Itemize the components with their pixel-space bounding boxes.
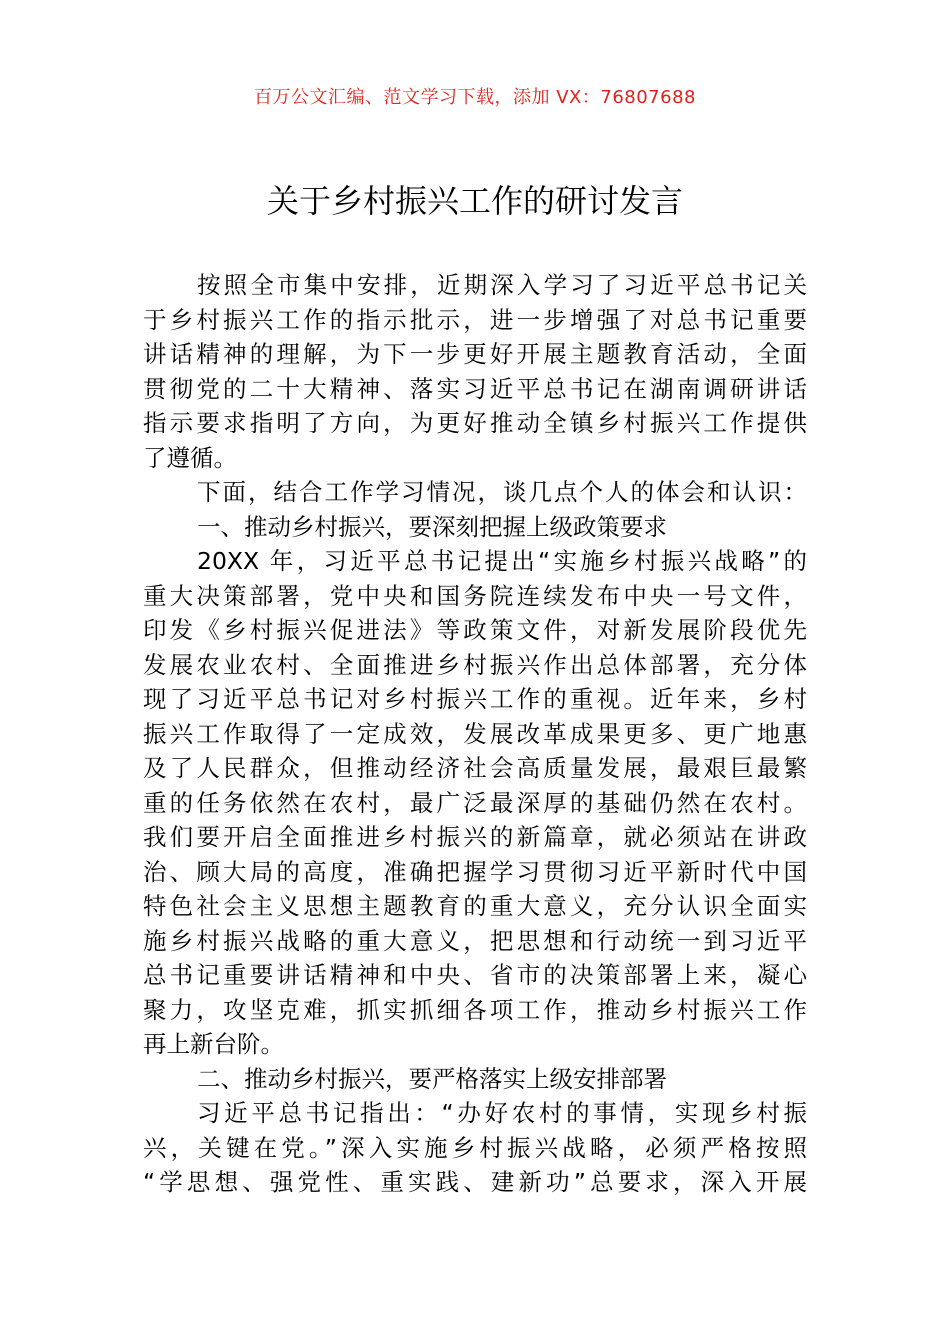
- document-body: [143, 268, 807, 1200]
- paragraph-line: 我们要开启全面推进乡村振兴的新篇章，就必须站在讲政: [143, 823, 807, 851]
- paragraph-line: 振兴工作取得了一定成效，发展改革成果更多、更广地惠: [143, 719, 807, 748]
- section-heading: 二、推动乡村振兴，要严格落实上级安排部署: [197, 1064, 667, 1093]
- paragraph-line: 治、顾大局的高度，准确把握学习贯彻习近平新时代中国: [143, 857, 807, 886]
- paragraph-line: 及了人民群众，但推动经济社会高质量发展，最艰巨最繁: [143, 754, 807, 782]
- paragraph-line: 聚力，攻坚克难，抓实抓细各项工作，推动乡村振兴工作: [143, 995, 807, 1024]
- paragraph-line: 重的任务依然在农村，最广泛最深厚的基础仍然在农村。: [143, 788, 807, 817]
- paragraph-line: 重大决策部署，党中央和国务院连续发布中央一号文件，: [143, 581, 807, 610]
- paragraph-line: 施乡村振兴战略的重大意义，把思想和行动统一到习近平: [143, 926, 807, 955]
- paragraph-line: 再上新台阶。: [143, 1030, 284, 1058]
- paragraph-line: 按照全市集中安排，近期深入学习了习近平总书记关: [197, 271, 807, 299]
- paragraph-line: 讲话精神的理解，为下一步更好开展主题教育活动，全面: [143, 340, 807, 368]
- section-heading: 一、推动乡村振兴，要深刻把握上级政策要求: [197, 512, 667, 541]
- paragraph-line: 于乡村振兴工作的指示批示，进一步增强了对总书记重要: [143, 305, 807, 334]
- paragraph-line: 指示要求指明了方向，为更好推动全镇乡村振兴工作提供: [143, 409, 807, 437]
- paragraph-line: 兴，关键在党。”深入实施乡村振兴战略，必须严格按照: [143, 1133, 807, 1162]
- paragraph-line: 特色社会主义思想主题教育的重大意义，充分认识全面实: [143, 892, 807, 920]
- paragraph-line: 下面，结合工作学习情况，谈几点个人的体会和认识：: [197, 478, 807, 506]
- paragraph-line: 了遵循。: [143, 443, 237, 472]
- paragraph-line: 20XX 年，习近平总书记提出“实施乡村振兴战略”的: [197, 547, 807, 575]
- paragraph-line: 发展农业农村、全面推进乡村振兴作出总体部署，充分体: [143, 650, 807, 679]
- paragraph-line: 总书记重要讲话精神和中央、省市的决策部署上来，凝心: [143, 961, 807, 989]
- paragraph-line: “学思想、强党性、重实践、建新功”总要求，深入开展: [143, 1168, 807, 1196]
- document-title: 关于乡村振兴工作的研讨发言: [266, 182, 683, 220]
- paragraph-line: 印发《乡村振兴促进法》等政策文件，对新发展阶段优先: [143, 616, 807, 644]
- paragraph-line: 习近平总书记指出：“办好农村的事情，实现乡村振: [197, 1099, 807, 1127]
- paragraph-line: 现了习近平总书记对乡村振兴工作的重视。近年来，乡村: [143, 685, 807, 713]
- watermark-banner: 百万公文汇编、范文学习下载，添加 VX：76807688: [254, 87, 696, 108]
- paragraph-line: 贯彻党的二十大精神、落实习近平总书记在湖南调研讲话: [143, 374, 807, 403]
